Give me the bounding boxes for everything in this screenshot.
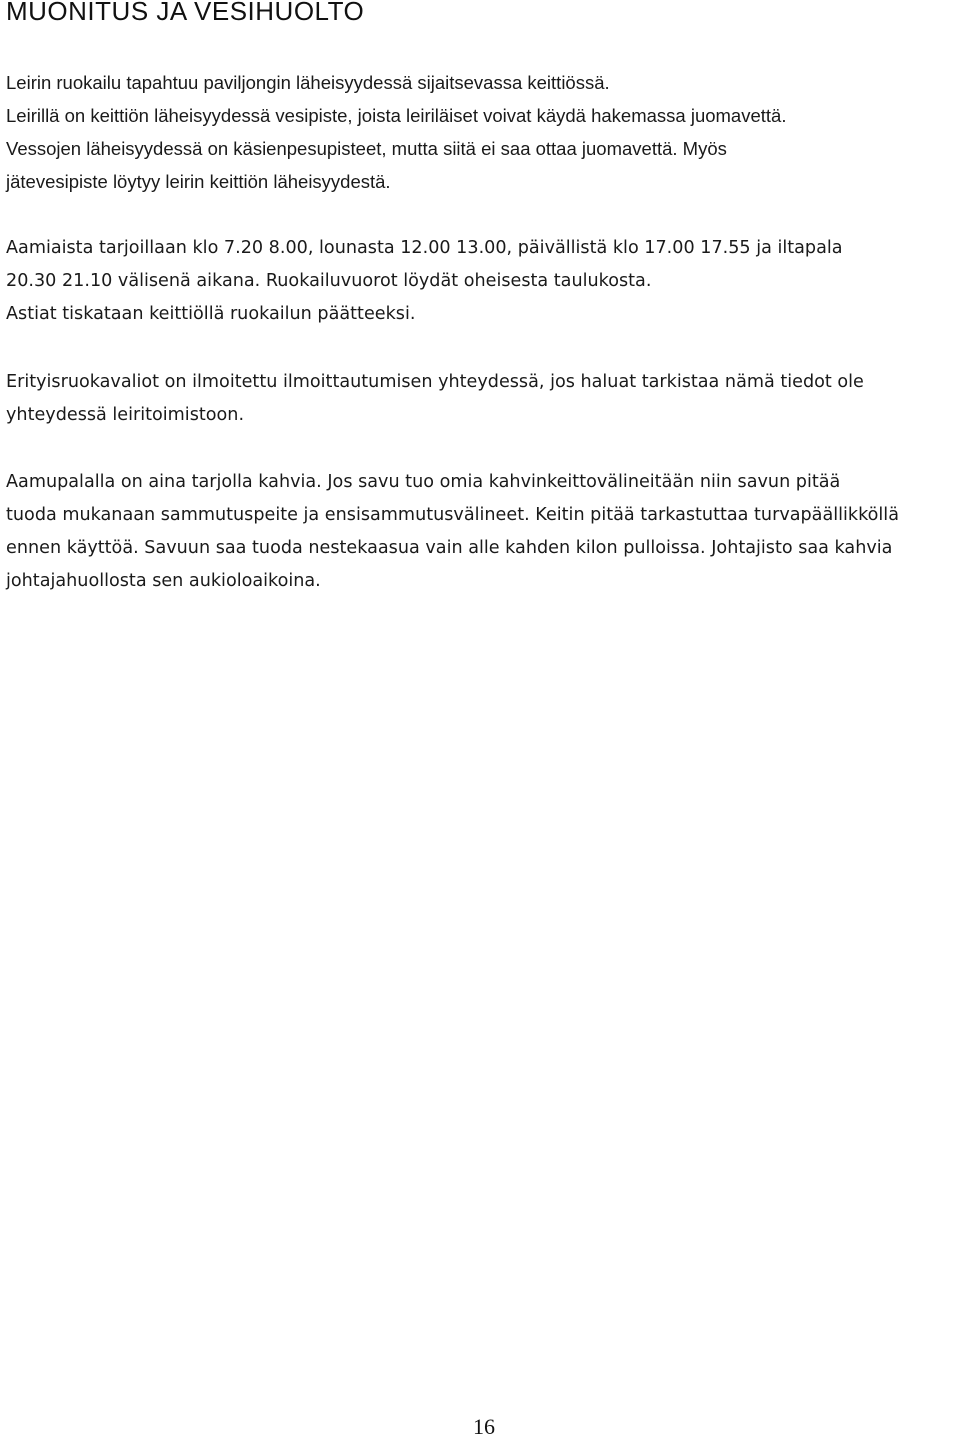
page-number: 16 (473, 1414, 495, 1439)
text-line: Vessojen läheisyydessä on käsienpesupisteet, mutta siitä ei saa ottaa juomavettä. Myös (6, 138, 727, 159)
text-line: tuoda mukanaan sammutuspeite ja ensisammutusvälineet. Keitin pitää tarkastuttaa turvapäällikköllä (6, 505, 899, 525)
page-title: MUONITUS JA VESIHUOLTO (6, 0, 365, 26)
paragraph-special-diets (6, 366, 956, 432)
text-line: Erityisruokavaliot on ilmoitettu ilmoittautumisen yhteydessä, jos haluat tarkistaa nämä tiedot ole (6, 372, 864, 392)
text-line: 20.30 21.10 välisenä aikana. Ruokailuvuorot löydät oheisesta taulukosta. (6, 271, 652, 291)
paragraph-coffee (6, 466, 956, 598)
paragraph-catering-location (6, 66, 956, 198)
text-line: ennen käyttöä. Savuun saa tuoda nestekaasua vain alle kahden kilon pulloissa. Johtajisto saa kahvia (6, 538, 893, 558)
text-line: yhteydessä leiritoimistoon. (6, 405, 245, 425)
text-line: jätevesipiste löytyy leirin keittiön läheisyydestä. (6, 171, 391, 192)
text-line: Aamupalalla on aina tarjolla kahvia. Jos savu tuo omia kahvinkeittovälineitään niin savun pitää (6, 472, 841, 492)
text-line: Leirin ruokailu tapahtuu paviljongin läheisyydessä sijaitsevassa keittiössä. (6, 72, 610, 93)
text-line: johtajahuollosta sen aukioloaikoina. (6, 571, 321, 591)
text-line: Astiat tiskataan keittiöllä ruokailun päätteeksi. (6, 304, 416, 324)
paragraph-meal-times (6, 232, 956, 331)
text-line: Leirillä on keittiön läheisyydessä vesipiste, joista leiriläiset voivat käydä hakemassa juomavettä. (6, 105, 787, 126)
text-line: Aamiaista tarjoillaan klo 7.20 8.00, lounasta 12.00 13.00, päivällistä klo 17.00 17.55 ja iltapala (6, 238, 843, 258)
